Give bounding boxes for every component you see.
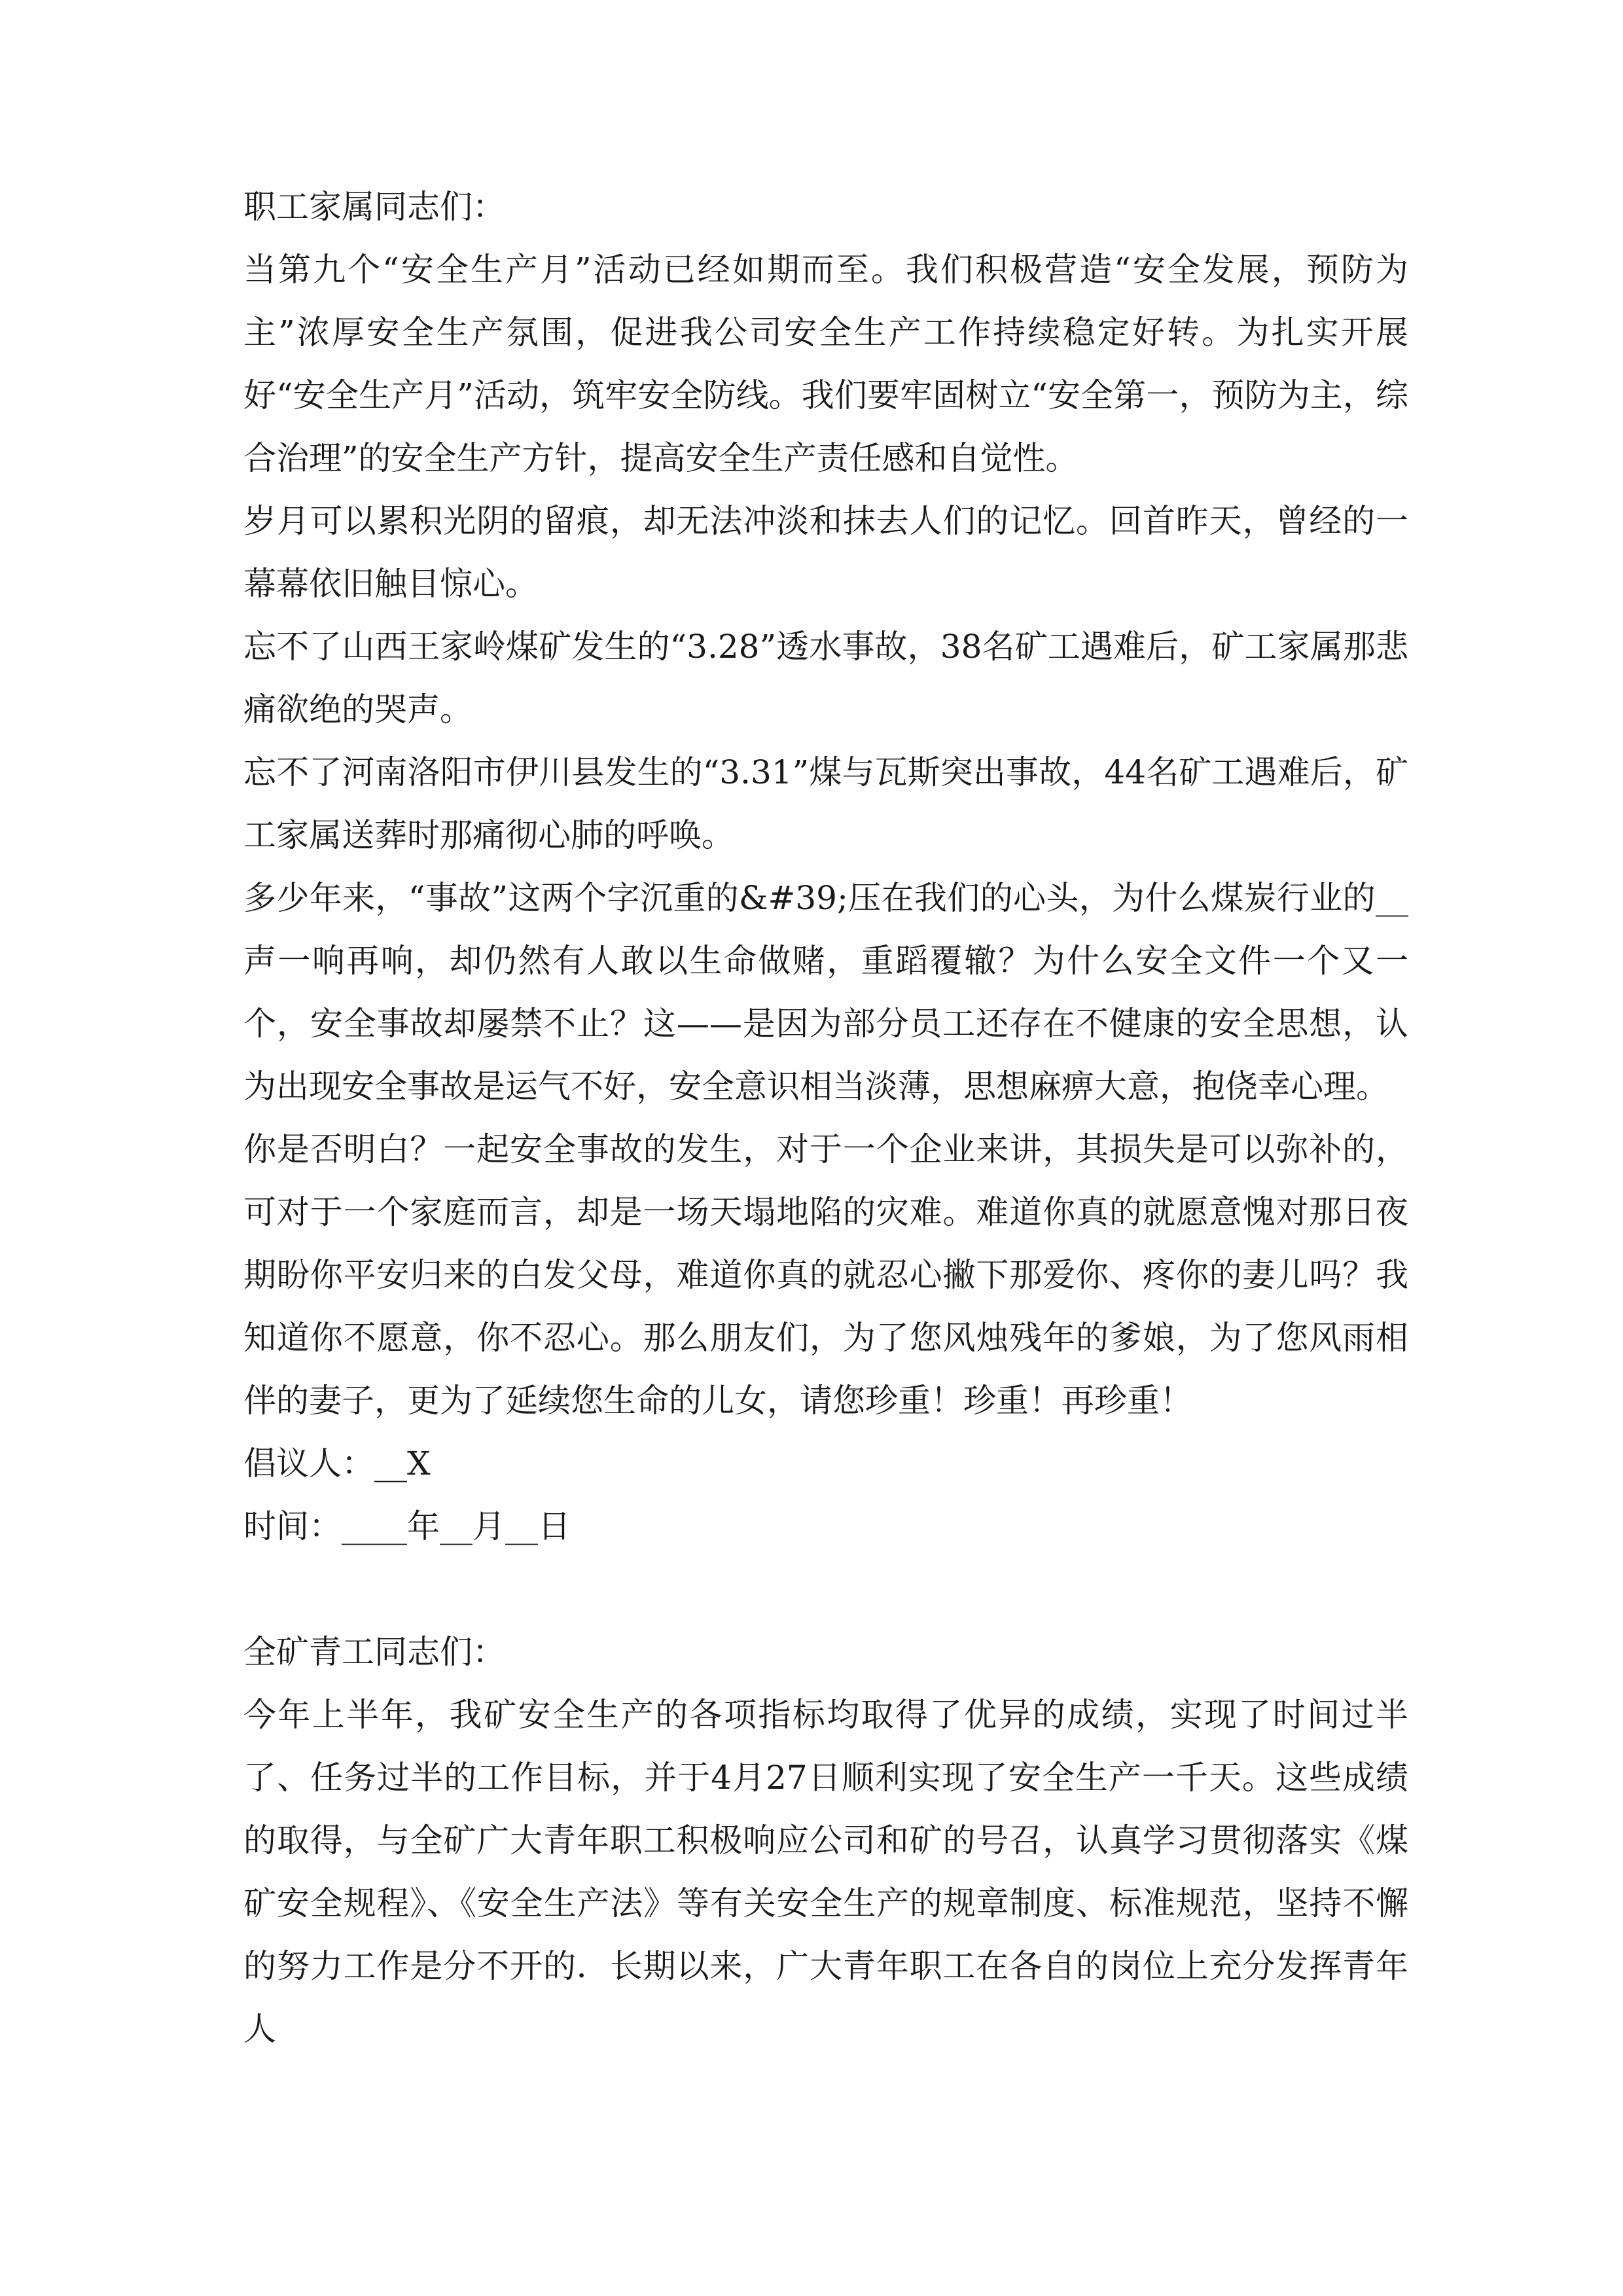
paragraph-achievements: 今年上半年，我矿安全生产的各项指标均取得了优异的成绩，实现了时间过半了、任务过半的工作目标，并于4月27日顺利实现了安全生产一千天。这些成绩的取得，与全矿广大青年职工积极响应公司和矿的号召，认真学习贯彻落实《煤矿安全规程》、《安全生产法》等有关安全生产的规章制度、标准规范，坚持不懈的努力工作是分不开的．长期以来，广大青年职工在各自的岗位上充分发挥青年人 bbox=[243, 1696, 1408, 2048]
paragraph-shanxi-accident: 忘不了山西王家岭煤矿发生的“3.28”透水事故，38名矿工遇难后，矿工家属那悲痛欲绝的哭声。 bbox=[243, 628, 1408, 728]
paragraph-safety-month: 当第九个“安全生产月”活动已经如期而至。我们积极营造“安全发展，预防为主”浓厚安全生产氛围，促进我公司安全生产工作持续稳定好转。为扎实开展好“安全生产月”活动，筑牢安全防线。我们要牢固树立“安全第一，预防为主，综合治理”的安全生产方针，提高安全生产责任感和自觉性。 bbox=[243, 251, 1408, 477]
paragraph-memory: 岁月可以累积光阴的留痕，却无法冲淡和抹去人们的记忆。回首昨天，曾经的一幕幕依旧触目惊心。 bbox=[243, 502, 1408, 603]
salutation-youth: 全矿青工同志们： bbox=[243, 1633, 505, 1671]
initiator-line: 倡议人：__X bbox=[243, 1444, 431, 1482]
section-gap bbox=[243, 1558, 1408, 1621]
paragraph-henan-accident: 忘不了河南洛阳市伊川县发生的“3.31”煤与瓦斯突出事故，44名矿工遇难后，矿工家属送葬时那痛彻心肺的呼唤。 bbox=[243, 753, 1408, 854]
date-line: 时间：____年__月__日 bbox=[243, 1507, 571, 1545]
paragraph-reflection: 多少年来，“事故”这两个字沉重的&#39;压在我们的心头，为什么煤炭行业的__声一响再响，却仍然有人敢以生命做赌，重蹈覆辙？为什么安全文件一个又一个，安全事故却屡禁不止？这——是因为部分员工还存在不健康的安全思想，认为出现安全事故是运气不好，安全意识相当淡薄，思想麻痹大意，抱侥幸心理。 bbox=[243, 879, 1408, 1105]
salutation-family: 职工家属同志们： bbox=[243, 188, 505, 226]
document-body bbox=[243, 175, 1408, 2060]
paragraph-appeal: 你是否明白？一起安全事故的发生，对于一个企业来讲，其损失是可以弥补的，可对于一个家庭而言，却是一场天塌地陷的灾难。难道你真的就愿意愧对那日夜期盼你平安归来的白发父母，难道你真的就忍心撇下那爱你、疼你的妻儿吗？我知道你不愿意，你不忍心。那么朋友们，为了您风烛残年的爹娘，为了您风雨相伴的妻子，更为了延续您生命的儿女，请您珍重！珍重！再珍重！ bbox=[243, 1130, 1408, 1420]
